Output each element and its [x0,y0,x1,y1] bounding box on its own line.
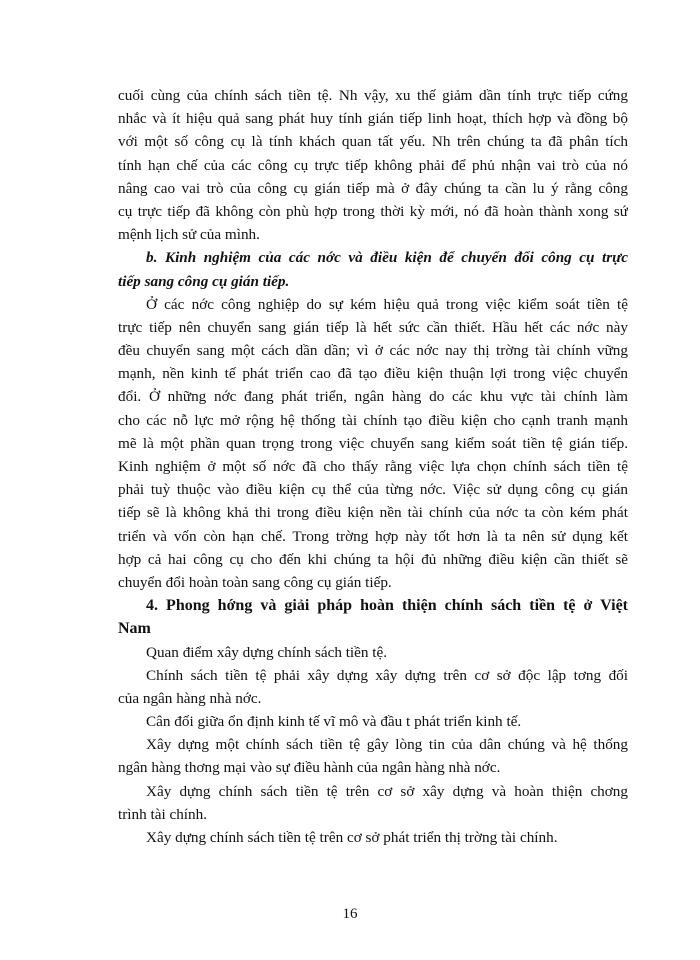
text-line: với một số công cụ là tính khách quan tất yếu. Nh trên chúng ta đã phân tích [118,133,628,151]
text-line: ngân hàng thơng mại vào sự điều hành của ngân hàng nhà nớc. [118,759,501,777]
text-line: Xây dựng chính sách tiền tệ trên cơ sở xây dựng và hoàn thiện chơng [146,782,628,800]
text-line: mạnh, nền kinh tế phát triển cao đã tạo điều kiện thuận lợi trong việc chuyển [118,365,628,383]
text-line: nâng cao vai trò của công cụ gián tiếp mà ở đây chúng ta cần lu ý rằng công [118,179,628,197]
page-number: 16 [342,906,358,922]
text-line: đều chuyển sang một cách dần dần; vì ở các nớc nay thị trờng tài chính vững [118,342,628,360]
text-line: chuyển đổi hoàn toàn sang công cụ gián tiếp. [118,573,392,591]
text-line: cụ trực tiếp đã không còn phù hợp trong thời kỳ mới, nó đã hoàn thành xong sứ [118,202,628,220]
text-line: Quan điểm xây dựng chính sách tiền tệ. [146,643,388,661]
text-line: tính hạn chế của các công cụ trực tiếp không phải để phủ nhận vai trò của nó [118,156,628,174]
text-line: triển và vốn còn hạn chế. Trong trờng hợp này tốt hơn là ta nên sử dụng kết [118,527,628,545]
text-line: đổi. Ở những nớc đang phát triển, ngân hàng do các khu vực tài chính làm [118,388,628,406]
body-text [118,84,628,849]
text-line: tiếp sẽ là không khả thi trong điều kiện nền tài chính của nớc ta còn kém phát [118,504,628,522]
text-line: Chính sách tiền tệ phải xây dựng xây dựng trên cơ sở độc lập tơng đối [146,666,628,684]
section-heading: Nam [118,620,151,638]
text-line: mẽ là một phần quan trọng trong việc chuyển sang kiểm soát tiền tệ gián tiếp. [118,434,628,452]
section-heading: tiếp sang công cụ gián tiếp. [118,272,290,290]
text-line: trực tiếp nên chuyển sang gián tiếp là hết sức cần thiết. Hầu hết các nớc này [118,318,628,336]
text-line: Xây dựng chính sách tiền tệ trên cơ sở phát triển thị trờng tài chính. [146,829,558,846]
text-line: hợp cả hai công cụ cho đến khi chúng ta hội đủ những điều kiện cần thiết sẽ [118,550,628,568]
section-heading: b. Kinh nghiệm của các nớc và điều kiện để chuyển đổi công cụ trực [146,249,628,267]
text-line: cuối cùng của chính sách tiền tệ. Nh vậy, xu thế giảm dần tính trực tiếp cứng [118,87,628,104]
text-line: phải tuỳ thuộc vào điều kiện cụ thể của từng nớc. Việc sử dụng công cụ gián [118,481,628,499]
text-line: trình tài chính. [118,805,207,823]
section-heading: 4. Phong hớng và giải pháp hoàn thiện chính sách tiền tệ ở Việt [146,597,628,615]
text-line: Ở các nớc công nghiệp do sự kém hiệu quả trong việc kiểm soát tiền tệ [146,295,628,313]
text-line: Kinh nghiệm ở một số nớc đã cho thấy rằng việc lựa chọn chính sách tiền tệ [118,458,628,475]
text-line: mệnh lịch sử của mình. [118,226,260,244]
text-line: cho các nỗ lực mở rộng hệ thống tài chính tạo điều kiện cho cạnh tranh mạnh [118,411,628,429]
text-line: Cân đối giữa ổn định kinh tế vĩ mô và đầu t phát triển kinh tế. [146,713,522,731]
text-line: Xây dựng một chính sách tiền tệ gây lòng tin của dân chúng và hệ thống [146,736,628,754]
text-line: nhắc và ít hiệu quả sang phát huy tính gián tiếp linh hoạt, thích hợp và đồng bộ [118,110,628,128]
text-line: của ngân hàng nhà nớc. [118,689,262,707]
